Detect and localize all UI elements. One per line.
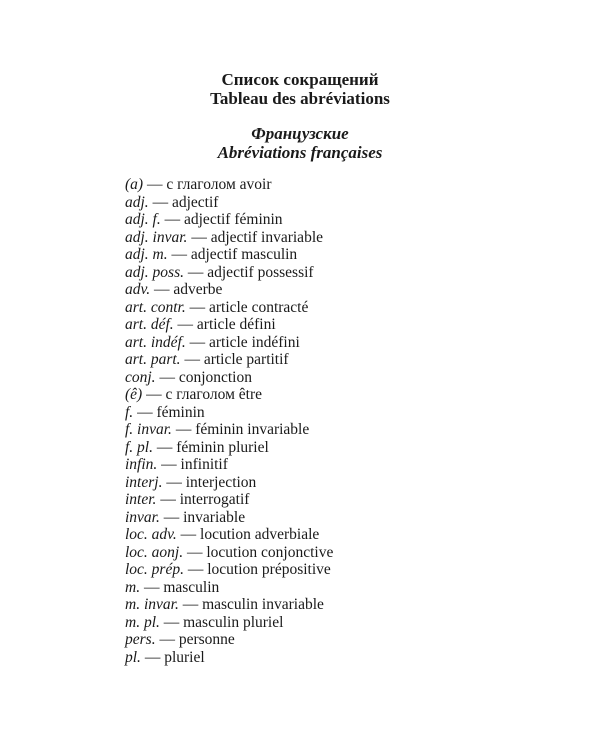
page-title-french: Tableau des abréviations [210,89,390,108]
abbreviation-entry [125,316,565,334]
abbreviation-meaning: masculin [163,578,220,596]
abbreviation-meaning: article partitif [203,351,289,368]
abbreviation-entry [125,614,565,632]
abbreviation-term: art. contr. [125,298,186,316]
abbreviation-term: loc. prép. [125,561,184,578]
section-heading-russian: Французские [251,124,349,143]
page-title [0,70,600,108]
abbreviation-meaning: locution prépositive [207,561,331,578]
abbreviation-term: inter. [125,491,157,508]
abbreviation-term: (ê) [125,386,143,403]
abbreviation-meaning: adjectif [171,193,219,211]
abbreviation-term: m. invar. [125,596,179,613]
abbreviation-meaning: adjectif invariable [210,228,324,246]
entry-dash: — [173,316,197,333]
entry-dash: — [183,561,208,578]
abbreviation-entry [125,509,565,527]
abbreviation-list [125,176,565,666]
abbreviation-entry [125,579,565,597]
entry-dash: — [167,246,191,263]
entry-dash: — [142,386,166,403]
abbreviation-term: pers. [125,631,156,648]
section-heading [0,124,600,162]
abbreviation-entry [125,369,565,387]
entry-dash: — [185,333,209,351]
abbreviation-term: conj. [125,368,156,386]
abbreviation-meaning: locution adverbiale [200,526,320,543]
abbreviation-term: art. part. [125,351,181,368]
abbreviation-entry [125,211,565,229]
abbreviation-meaning: conjonction [178,368,252,386]
entry-dash: — [178,596,203,613]
entry-dash: — [155,368,179,386]
abbreviation-meaning: adjectif féminin [184,211,283,228]
abbreviation-entry [125,334,565,352]
abbreviation-term: m. pl. [125,613,160,631]
abbreviation-entry [125,386,565,404]
abbreviation-term: (a) [125,176,144,193]
abbreviation-term: loc. adv. [125,526,177,543]
entry-dash: — [133,403,157,421]
abbreviation-term: adv. [125,281,151,298]
entry-dash: — [157,456,181,473]
abbreviation-term: interj. [125,473,163,491]
abbreviation-entry [125,491,565,509]
abbreviation-term: f. [125,403,134,421]
entry-dash: — [155,631,179,648]
section-heading-french: Abréviations françaises [217,143,383,162]
abbreviation-entry [125,439,565,457]
entry-dash: — [153,438,177,456]
entry-dash: — [162,473,186,491]
abbreviation-meaning: с глаголом avoir [166,176,272,193]
abbreviation-meaning: adjectif masculin [190,246,298,263]
abbreviation-meaning: pluriel [164,648,205,666]
abbreviation-term: infin. [125,456,158,473]
entry-dash: — [171,421,196,438]
abbreviation-meaning: personne [178,631,235,648]
abbreviation-entry [125,544,565,562]
abbreviation-meaning: с глаголом être [165,386,263,403]
entry-dash: — [143,176,167,193]
abbreviation-meaning: article défini [196,316,276,333]
abbreviation-entry [125,561,565,579]
entry-dash: — [183,543,207,561]
abbreviation-term: adj. m. [125,246,168,263]
abbreviation-entry [125,649,565,667]
abbreviation-meaning: féminin [156,403,205,421]
abbreviation-term: invar. [125,508,160,526]
abbreviation-entry [125,229,565,247]
abbreviation-meaning: interjection [185,473,257,491]
abbreviation-meaning: infinitif [180,456,228,473]
entry-dash: — [185,298,209,316]
abbreviation-term: loc. aonj. [125,543,184,561]
abbreviation-meaning: féminin invariable [195,421,310,438]
abbreviation-term: adj. invar. [125,228,188,246]
abbreviation-entry [125,456,565,474]
abbreviation-entry [125,596,565,614]
abbreviation-entry [125,246,565,264]
abbreviation-term: f. pl. [125,438,153,456]
abbreviation-meaning: masculin invariable [202,596,324,613]
entry-dash: — [140,578,164,596]
abbreviation-meaning: locution conjonctive [206,543,334,561]
abbreviation-term: adj. poss. [125,263,184,281]
abbreviation-entry [125,176,565,194]
abbreviation-entry [125,351,565,369]
abbreviation-meaning: article indéfini [208,333,300,351]
abbreviation-entry [125,264,565,282]
entry-dash: — [160,211,184,228]
abbreviation-term: adj. [125,193,149,211]
abbreviation-meaning: adverbe [173,281,223,298]
abbreviation-meaning: masculin pluriel [183,613,284,631]
entry-dash: — [187,228,211,246]
entry-dash: — [150,281,174,298]
entry-dash: — [184,263,208,281]
abbreviation-entry [125,194,565,212]
abbreviation-entry [125,404,565,422]
abbreviation-entry [125,631,565,649]
entry-dash: — [159,613,184,631]
abbreviation-entry [125,299,565,317]
entry-dash: — [159,508,184,526]
abbreviation-term: pl. [125,648,141,666]
abbreviation-meaning: féminin pluriel [176,438,269,456]
entry-dash: — [140,648,165,666]
page-title-russian: Список сокращений [221,70,379,89]
abbreviation-term: art. déf. [125,316,174,333]
abbreviation-meaning: interrogatif [179,491,250,508]
abbreviation-term: art. indéf. [125,333,186,351]
entry-dash: — [180,351,204,368]
abbreviation-meaning: invariable [183,508,246,526]
abbreviation-meaning: adjectif possessif [207,263,314,281]
entry-dash: — [156,491,180,508]
abbreviation-term: adj. f. [125,211,161,228]
abbreviation-meaning: article contracté [208,298,309,316]
abbreviation-entry [125,421,565,439]
entry-dash: — [176,526,201,543]
abbreviation-term: f. invar. [125,421,172,438]
abbreviation-entry [125,526,565,544]
abbreviation-entry [125,281,565,299]
abbreviation-entry [125,474,565,492]
abbreviation-term: m. [125,578,141,596]
entry-dash: — [148,193,172,211]
